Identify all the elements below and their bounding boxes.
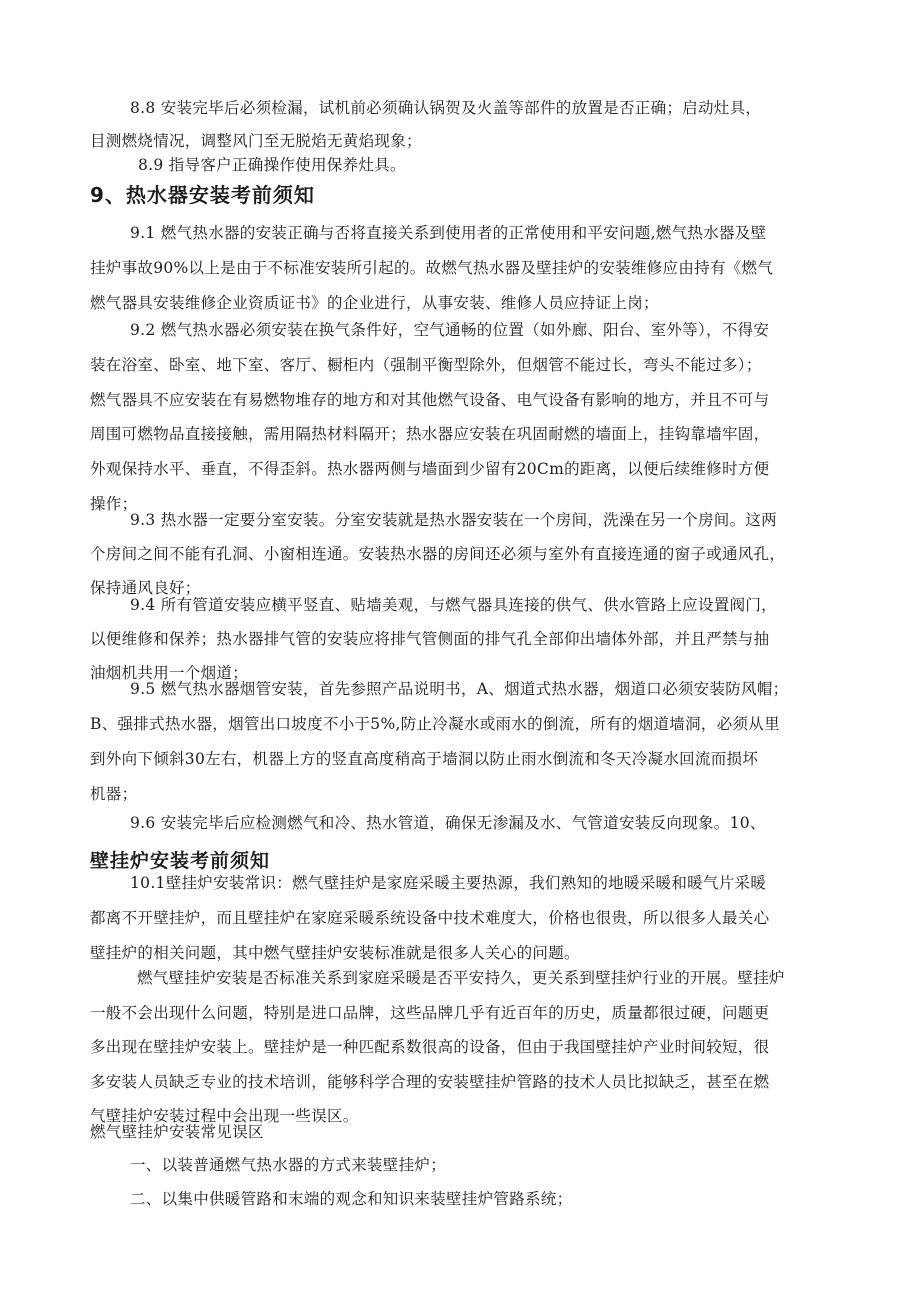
text-line: 装在浴室、卧室、地下室、客厅、橱柜内（强制平衡型除外，但烟管不能过长，弯头不能过多）；	[90, 355, 762, 374]
text-line: 目测燃烧情况，调整风门至无脱焰无黄焰现象；	[90, 132, 422, 150]
text-line: 外观保持水平、垂直，不得歪斜。热水器两侧与墙面到少留有20Cm的距离，以便后续维修时方便	[90, 460, 770, 479]
text-line: 油烟机共用一个烟道；	[90, 664, 249, 682]
misconception-list	[90, 1148, 830, 1216]
misconception-title	[90, 1117, 830, 1147]
list-item: 一、以装普通燃气热水器的方式来装壁挂炉；	[130, 1156, 447, 1174]
text-line: 周围可燃物品直接接触，需用隔热材料隔开；热水器应安装在巩固耐燃的墙面上，挂钩靠墙牢固，	[90, 425, 770, 444]
text-line: 壁挂炉的相关问题，其中燃气壁挂炉安装标准就是很多人关心的问题。	[90, 944, 580, 962]
text-line: 10.1壁挂炉安装常识：燃气壁挂炉是家庭采暖主要热源，我们熟知的地暖采暖和暖气片采暖	[130, 874, 767, 892]
text-line: 燃气器具不应安装在有易燃物堆存的地方和对其他燃气设备、电气设备有影响的地方，并且不可与	[90, 390, 770, 409]
section-heading-10: 壁挂炉安装考前须知	[90, 850, 271, 872]
text-line: 9.5 燃气热水器烟管安装，首先参照产品说明书，A、烟道式热水器，烟道口必须安装防风帽；	[130, 680, 789, 698]
section-heading-9: 9、热水器安装考前须知	[90, 183, 315, 207]
text-line: 9.6 安装完毕后应检测燃气和冷、热水管道，确保无渗漏及水、气管道安装反向现象。10、	[130, 814, 766, 832]
text-line: 个房间之间不能有孔洞、小窗相连通。安装热水器的房间还必须与室外有直接连通的窗子或通风孔，	[90, 545, 786, 563]
text-line: 挂炉事故90%以上是由于不标准安装所引起的。故燃气热水器及壁挂炉的安装维修应由持有《燃气	[90, 259, 774, 277]
text-line: 8.9 指导客户正确操作使用保养灶具。	[138, 156, 406, 174]
text-line: 气壁挂炉安装过程中会出现一些误区。	[90, 1107, 359, 1125]
text-line: 9.3 热水器一定要分室安装。分室安装就是热水器安装在一个房间，洗澡在另一个房间。这两	[130, 511, 777, 529]
text-line: 到外向下倾斜30左右，机器上方的竖直高度稍高于墙洞以防止雨水倒流和冬天冷凝水回流而损坏	[90, 750, 759, 768]
text-line: 操作；	[90, 494, 138, 513]
text-line: 9.1 燃气热水器的安装正确与否将直接关系到使用者的正常使用和平安问题,燃气热水器及壁	[130, 224, 767, 242]
paragraph-9-5	[90, 672, 830, 812]
text-line: 多安装人员缺乏专业的技术培训，能够科学合理的安装壁挂炉管路的技术人员比拟缺乏，甚至在燃	[90, 1072, 770, 1091]
text-line: 一般不会出现什么问题，特别是进口品牌，这些品牌几乎有近百年的历史，质量都很过硬，问题更	[90, 1003, 770, 1022]
text-line: 燃气壁挂炉安装是否标准关系到家庭采暖是否平安持久，更关系到壁挂炉行业的开展。壁挂炉	[137, 969, 785, 987]
text-line: 9.2 燃气热水器必须安装在换气条件好，空气通畅的位置（如外廊、阳台、室外等），不得安	[130, 321, 770, 339]
text-line: 9.4 所有管道安装应横平竖直、贴墙美观，与燃气器具连接的供气、供水管路上应设置阀门，	[130, 596, 777, 614]
text-line: 都离不开壁挂炉，而且壁挂炉在家庭采暖系统设备中技术难度大，价格也很贵，所以很多人最关心	[90, 909, 770, 927]
text-line: 8.8 安装完毕后必须检漏，试机前必须确认锅贺及火盖等部件的放置是否正确；启动灶具，	[130, 99, 762, 117]
text-line: 机器；	[90, 785, 138, 803]
text-line: 多出现在壁挂炉安装上。壁挂炉是一种匹配系数很高的设备，但由于我国壁挂炉产业时间较短，很	[90, 1038, 770, 1056]
paragraph-9-1	[90, 216, 830, 321]
paragraph-9-2	[90, 313, 830, 522]
text-line: 燃气壁挂炉安装常见误区	[90, 1123, 264, 1141]
paragraph-8-9	[138, 150, 838, 180]
paragraph-installation-standard	[90, 961, 830, 1134]
list-item: 二、以集中供暖管路和末端的观念和知识来装壁挂炉管路系统；	[130, 1190, 573, 1208]
paragraph-8-8	[90, 92, 830, 158]
text-line: 燃气器具安装维修企业资质证书》的企业进行，从事安装、维修人员应持证上岗；	[90, 294, 659, 312]
text-line: 保持通风良好；	[90, 579, 201, 597]
text-line: 以便维修和保养；热水器排气管的安装应将排气管侧面的排气孔全部仰出墙体外部，并且严禁与抽	[90, 630, 770, 648]
paragraph-10-1	[90, 866, 830, 971]
text-line: B、强排式热水器，烟管出口坡度不小于5%,防止冷凝水或雨水的倒流，所有的烟道墙洞，必须从里	[90, 715, 780, 733]
